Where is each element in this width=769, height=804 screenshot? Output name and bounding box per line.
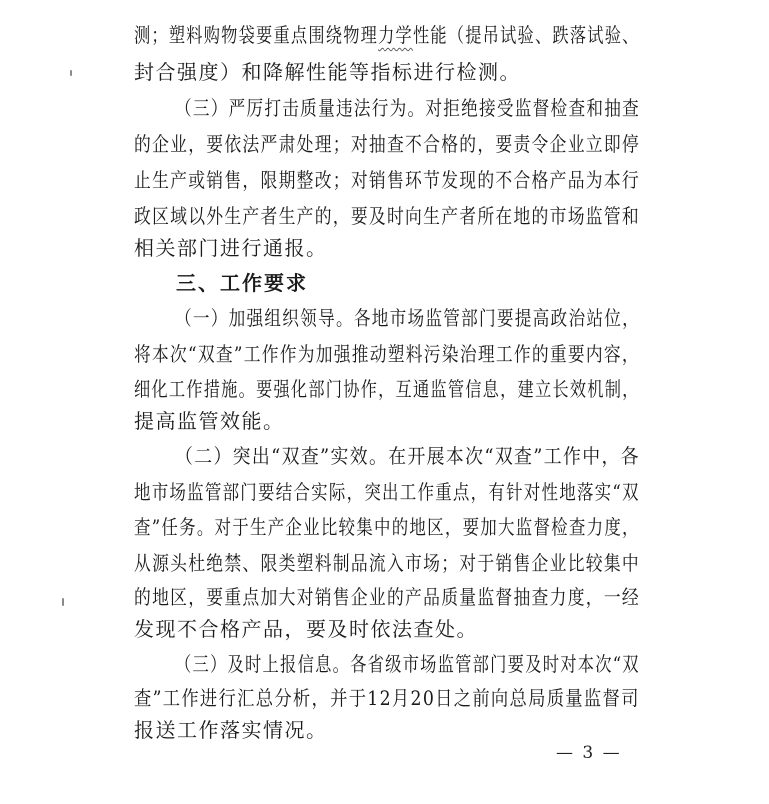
text-line-5: 止生产或销售，限期整改；对销售环节发现的不合格产品为本行 bbox=[134, 168, 640, 192]
text-line-6: 政区域以外生产者生产的，要及时向生产者所在地的市场监管和 bbox=[134, 204, 640, 228]
wavy-underlined-text: 力学 bbox=[378, 23, 413, 47]
text-line-19: （三）及时上报信息。各省级市场监管部门要及时对本次“双 bbox=[175, 652, 640, 676]
text-line-3: （三）严厉打击质量违法行为。对拒绝接受监督检查和抽查 bbox=[175, 96, 640, 120]
text-line-9: （一）加强组织领导。各地市场监管部门要提高政治站位， bbox=[175, 306, 640, 330]
text-line-21: 报送工作落实情况。 bbox=[134, 718, 328, 742]
text-line-18: 发现不合格产品，要及时依法查处。 bbox=[134, 617, 478, 641]
text-line-17: 的地区，要重点加大对销售企业的产品质量监督抽查力度，一经 bbox=[134, 585, 640, 609]
text-line-14: 地市场监管部门要结合实际，突出工作重点，有针对性地落实“双 bbox=[134, 480, 640, 504]
text-line-4: 的企业，要依法严肃处理；对抽查不合格的，要责令企业立即停 bbox=[134, 132, 640, 156]
page-number: — 3 — bbox=[556, 743, 622, 763]
text-line-7: 相关部门进行通报。 bbox=[134, 236, 328, 260]
scan-speck bbox=[70, 70, 72, 76]
text-line-13: （二）突出“双查”实效。在开展本次“双查”工作中，各 bbox=[175, 444, 640, 468]
text-line-20: 查”工作进行汇总分析，并于12月20日之前向总局质量监督司 bbox=[134, 686, 640, 710]
text-line-12: 提高监管效能。 bbox=[134, 409, 285, 433]
section-heading: 三、工作要求 bbox=[176, 271, 308, 295]
text-segment: 性能（提吊试验、跌落试验、 bbox=[412, 23, 640, 47]
text-line-15: 查”任务。对于生产企业比较集中的地区，要加大监督检查力度， bbox=[134, 515, 640, 539]
text-line-1 bbox=[134, 20, 640, 50]
text-line-16: 从源头杜绝禁、限类塑料制品流入市场；对于销售企业比较集中 bbox=[134, 551, 640, 575]
scan-speck bbox=[62, 598, 64, 606]
text-segment: 测；塑料购物袋要重点围绕物理 bbox=[134, 23, 379, 47]
text-line-10: 将本次“双查”工作作为加强推动塑料污染治理工作的重要内容， bbox=[134, 342, 640, 366]
text-line-2: 封合强度）和降解性能等指标进行检测。 bbox=[134, 60, 521, 84]
text-line-11: 细化工作措施。要强化部门协作，互通监管信息，建立长效机制， bbox=[134, 377, 640, 401]
